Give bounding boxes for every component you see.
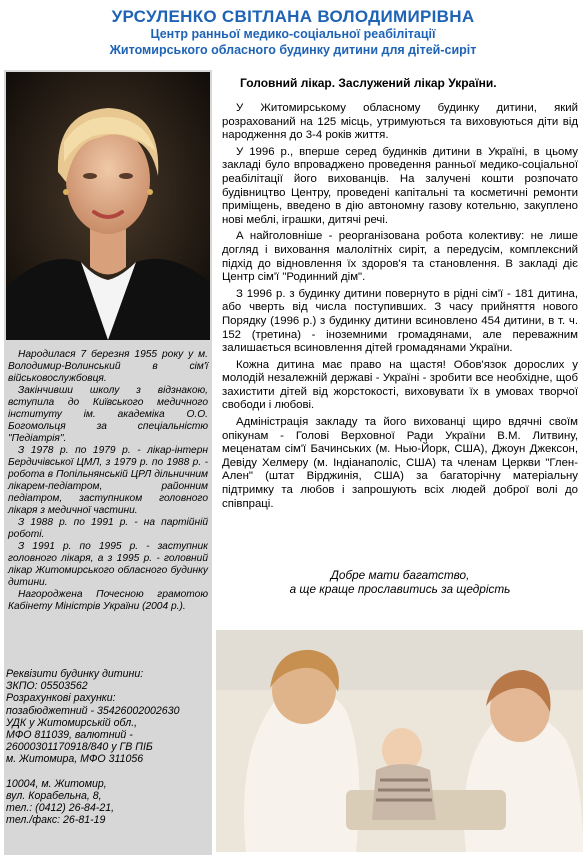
header-line-2: Житомирського обласного будинку дитини для дітей-сиріт — [109, 43, 477, 57]
article-paragraph: У 1996 р., вперше серед будинків дитини в Україні, в цьому закладі було впроваджено проведення ранньої медико-соціальної реабілітації його вихованців. На залучені кошти розпочато будівництво Центру, проведені капітальні та косметичні ремонти приміщень, введено в дію автономну газову котельню, закуплено нові меблі, іграшки, дитячі речі. — [222, 145, 578, 226]
article-paragraph: З 1996 р. з будинку дитини повернуто в рідні сім'ї - 181 дитина, або чверть від числа поступивших. З часу прийняття нового Порядку (1996 р.) з будинку дитини всиновлено 454 дитини, в т. ч. 152 (третина) - іноземними громадянами, але переважним залишається всиновлення дітей громадянами України. — [222, 287, 578, 355]
requisites-line: ЗКПО: 05503562 — [6, 680, 88, 693]
requisites-line: 26000301170918/840 у ГВ ПІБ — [6, 741, 153, 754]
address-line: 10004, м. Житомир, — [6, 777, 107, 790]
bio-paragraph: З 1988 р. по 1991 р. - на партійній роботі. — [8, 517, 208, 540]
biography — [8, 349, 208, 613]
requisites-line: м. Житомира, МФО 311056 — [6, 753, 144, 766]
quote-line-2: а ще краще прославитись за щедрість — [289, 582, 511, 596]
article-title: Головний лікар. Заслужений лікар України. — [240, 76, 497, 90]
nursery-photo — [216, 630, 583, 852]
portrait-photo — [6, 72, 210, 340]
article-paragraph: У Житомирському обласному будинку дитини, який розрахований на 125 місць, утримуються та виховуються діти від народження до 3-4 років життя. — [222, 102, 578, 142]
requisites-line: Розрахункові рахунки: — [6, 692, 116, 705]
page-header — [8, 8, 578, 60]
header-line-1: Центр ранньої медико-соціальної реабілітації — [150, 27, 436, 41]
address-block — [6, 778, 212, 827]
bio-paragraph: Народилася 7 березня 1955 року у м. Володимир-Волинський в сім'ї військовослужбовця. — [8, 349, 208, 384]
requisites-line: позабюджетний - 35426002002630 — [6, 704, 180, 717]
article-paragraph: А найголовніше - реорганізована робота колективу: не лише догляд і виховання малолітніх сиріт, а передусім, комплексний підхід до відновлення їх здоров'я та становлення. В закладі діє Центр сім'ї "Родинний дім". — [222, 230, 578, 284]
requisites-block — [6, 668, 212, 826]
requisites-line: Реквізити будинку дитини: — [6, 668, 144, 680]
bio-paragraph: З 1991 р. по 1995 р. - заступник головного лікаря, а з 1995 р. - головний лікар Житомирського обласного будинку дитини. — [8, 541, 208, 588]
person-name: УРСУЛЕНКО СВІТЛАНА ВОЛОДИМИРІВНА — [111, 7, 475, 26]
bio-paragraph: Нагороджена Почесною грамотою Кабінету Міністрів України (2004 р.). — [8, 589, 208, 612]
article-paragraph: Кожна дитина має право на щастя! Обов'язок дорослих у молодій незалежній державі - Україні - зробити все необхідне, щоб захистити дітей від жорстокості, виховувати їх в умовах творчої свободи і любові. — [222, 358, 578, 412]
address-line: тел.: (0412) 26-84-21, — [6, 802, 115, 815]
requisites-line: МФО 811039, валютний - — [6, 729, 133, 742]
quote — [222, 568, 578, 596]
bio-paragraph: З 1978 р. по 1979 р. - лікар-інтерн Бердичівської ЦМЛ, з 1979 р. по 1988 р. - робота в Попільнянській ЦРЛ дільничним лікарем-педіатром, районним педіатром, заступником головного лікаря з медичної частини. — [8, 445, 208, 516]
requisites-line: УДК у Житомирській обл., — [6, 716, 138, 729]
article-body — [222, 102, 578, 514]
bio-paragraph: Закінчивши школу з відзнакою, вступила до Київського медичного інституту ім. академіка О.О. Богомольця за спеціальністю "Педіатрія". — [8, 385, 208, 444]
article-paragraph: Адміністрація закладу та його вихованці щиро вдячні своїм опікунам - Голові Верховної Ради України В.М. Литвину, меценатам сім'ї Бачинських (м. Нью-Йорк, США), Джоун Джексон, Девіду Хелмеру (м. Індіанаполіс, США) та членам Церкви "Глен-Ален" (штат Вірджинія, США) за багаторічну матеріальну підтримку та любов і запрошують всіх людей доброї волі до співпраці. — [222, 416, 578, 510]
quote-line-1: Добре мати багатство, — [330, 568, 470, 582]
address-line: тел./факс: 26-81-19 — [6, 814, 106, 827]
address-line: вул. Корабельна, 8, — [6, 789, 102, 802]
